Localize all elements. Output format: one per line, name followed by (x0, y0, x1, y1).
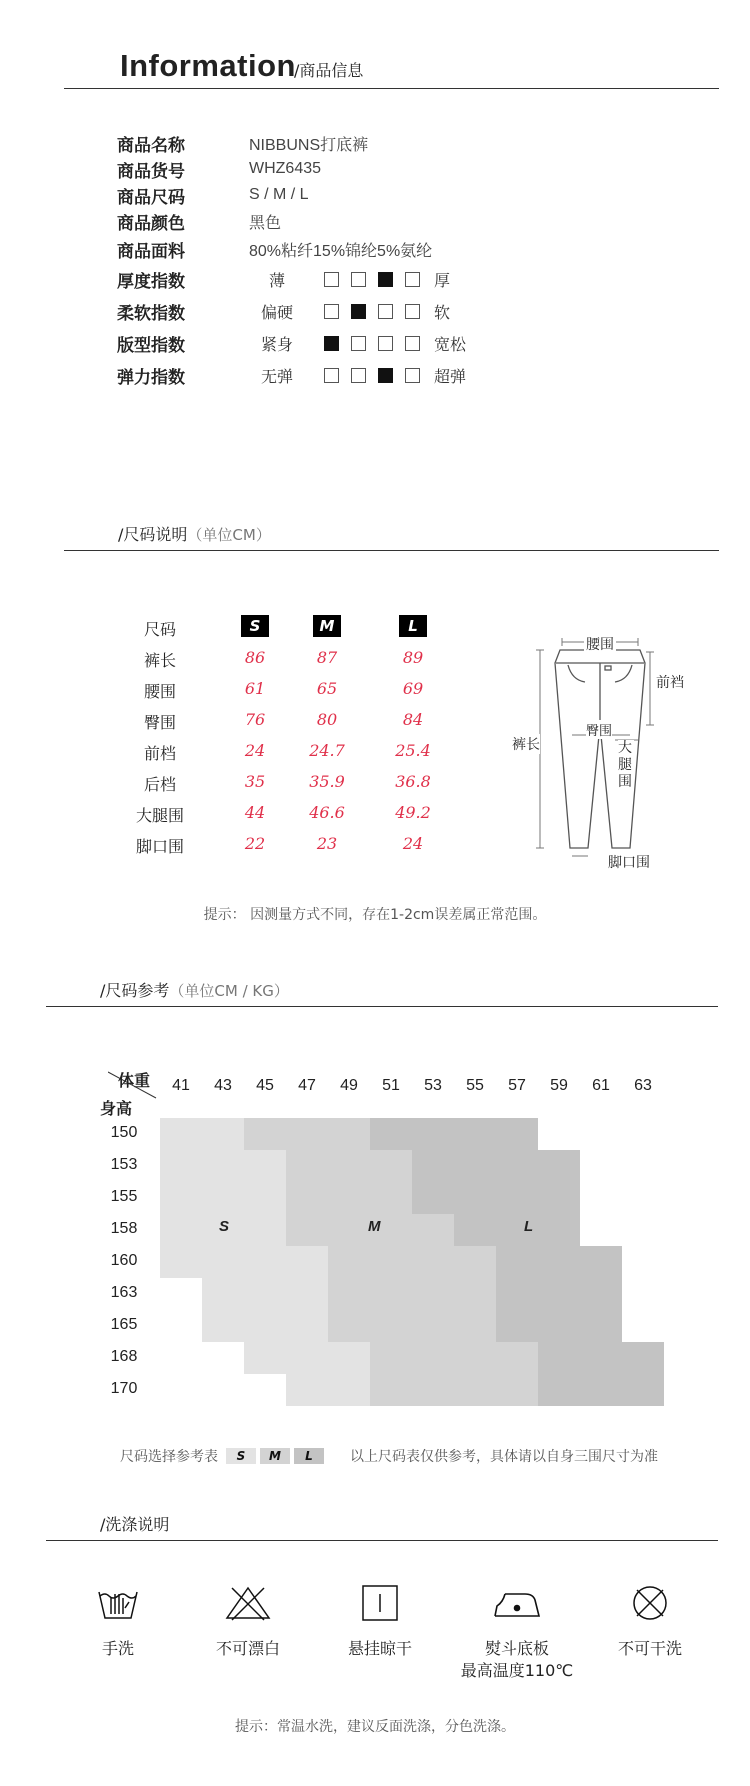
weight-tick: 63 (634, 1077, 652, 1094)
index-low-label: 薄 (268, 270, 285, 290)
index-box (405, 272, 420, 287)
index-high-label: 软 (434, 302, 451, 322)
info-row (117, 130, 368, 156)
info-value: WHZ6435 (249, 160, 322, 177)
size-row-label: 裤长 (143, 651, 176, 670)
legend-size-m: M (260, 1448, 290, 1464)
size-zone-s (244, 1342, 370, 1374)
weight-tick: 49 (340, 1077, 358, 1094)
index-high-label: 超弹 (434, 366, 467, 386)
index-row (117, 330, 466, 356)
index-row (117, 362, 466, 388)
size-value: 69 (402, 679, 424, 698)
index-box-selected (324, 336, 339, 351)
size-zone-m (370, 1374, 538, 1406)
size-zone-s (202, 1278, 328, 1310)
pants-diagram (510, 630, 690, 870)
size-badge-label: M (313, 615, 341, 637)
info-label: 商品尺码 (117, 187, 185, 208)
iron-icon (491, 1584, 543, 1622)
weight-tick: 43 (214, 1077, 232, 1094)
weight-tick: 57 (508, 1077, 526, 1094)
size-zone-label: M (368, 1218, 381, 1235)
height-tick: 158 (110, 1220, 138, 1237)
size-zone-l (412, 1182, 580, 1214)
index-label: 弹力指数 (117, 367, 185, 388)
size-value: 86 (244, 648, 266, 667)
size-zone-l (538, 1342, 664, 1374)
size-section-title: /尺码说明 (118, 525, 188, 544)
size-row-label: 大腿围 (135, 806, 184, 825)
weight-tick: 51 (382, 1077, 400, 1094)
size-zone-l (496, 1278, 622, 1310)
size-zone-s (202, 1310, 328, 1342)
size-value: 24 (244, 741, 266, 760)
legend-size-s: S (226, 1448, 256, 1464)
hand-wash-icon (96, 1584, 140, 1622)
size-badge-label: S (241, 615, 269, 637)
size-zone-s (160, 1150, 286, 1182)
info-value: 黑色 (249, 214, 282, 232)
size-value: 84 (402, 710, 424, 729)
height-tick: 150 (110, 1124, 138, 1141)
diagram-waist-label: 腰围 (584, 634, 616, 654)
ref-legend (120, 1446, 658, 1466)
index-high-label: 厚 (434, 270, 451, 290)
weight-tick: 47 (298, 1077, 316, 1094)
height-tick: 155 (110, 1188, 138, 1205)
size-zone-m (286, 1182, 412, 1214)
size-value: 35 (244, 772, 266, 791)
size-zone-m (328, 1278, 496, 1310)
size-value: 65 (316, 679, 338, 698)
size-value: 89 (402, 648, 424, 667)
weight-tick: 45 (256, 1077, 274, 1094)
wash-item (58, 1584, 178, 1660)
wash-item (457, 1584, 577, 1682)
diagram-hip-label: 臀围 (586, 720, 612, 739)
size-value: 24.7 (309, 741, 345, 760)
index-box (351, 336, 366, 351)
info-value: S / M / L (249, 186, 309, 203)
index-box (351, 368, 366, 383)
index-box (378, 336, 393, 351)
size-value: 22 (244, 834, 266, 853)
size-zone-m (328, 1246, 496, 1278)
info-label: 商品货号 (117, 161, 185, 182)
index-boxes (324, 368, 420, 383)
size-value: 80 (316, 710, 338, 729)
wash-section-title: /洗涤说明 (100, 1515, 170, 1534)
info-row (117, 236, 432, 262)
size-value: 36.8 (395, 772, 431, 791)
index-low-label: 无弹 (260, 366, 293, 386)
index-box (324, 272, 339, 287)
size-tip: 提示： 因测量方式不同，存在1-2cm误差属正常范围。 (203, 907, 547, 923)
size-row-label: 后档 (143, 775, 176, 794)
size-zone-l (454, 1214, 580, 1246)
size-zone-m (328, 1310, 496, 1342)
size-row-label: 前档 (143, 744, 176, 763)
diagram-thigh-label: 大腿围 (618, 740, 632, 790)
size-value: 61 (244, 679, 266, 698)
index-box (378, 304, 393, 319)
wash-label: 手洗 (101, 1639, 134, 1658)
index-boxes (324, 304, 420, 319)
weight-tick: 55 (466, 1077, 484, 1094)
weight-tick: 41 (172, 1077, 190, 1094)
info-row (117, 182, 309, 208)
size-divider (64, 550, 719, 551)
size-badge-l (378, 615, 448, 637)
weight-tick: 53 (424, 1077, 442, 1094)
size-zone-l (538, 1374, 664, 1406)
index-box (351, 272, 366, 287)
index-low-label: 偏硬 (260, 302, 293, 322)
section-title (100, 978, 289, 1001)
ref-section-title: /尺码参考 (100, 981, 170, 1000)
weight-axis-label: 体重 (118, 1071, 151, 1090)
height-tick: 160 (110, 1252, 138, 1269)
index-high-label: 宽松 (434, 334, 467, 354)
height-tick: 165 (110, 1316, 138, 1333)
size-zone-l (370, 1118, 538, 1150)
size-row-label: 臀围 (143, 713, 176, 732)
no-dry-clean-icon (630, 1584, 670, 1622)
index-row (117, 298, 450, 324)
size-zone-s (160, 1182, 286, 1214)
size-zone-m (286, 1150, 412, 1182)
size-zone-m (370, 1342, 538, 1374)
index-label: 版型指数 (117, 335, 185, 356)
wash-item (188, 1584, 308, 1660)
info-value: NIBBUNS打底裤 (249, 136, 369, 154)
index-boxes (324, 272, 420, 287)
diagram-hem-label: 脚口围 (608, 852, 650, 872)
size-badge-m (292, 615, 362, 637)
info-value: 80%粘纤15%锦纶5%氨纶 (249, 242, 433, 260)
legend-note: 以上尺码表仅供参考，具体请以自身三围尺寸为准 (350, 1449, 658, 1465)
info-row (117, 208, 281, 234)
index-box-selected (351, 304, 366, 319)
info-label: 商品颜色 (117, 213, 185, 234)
size-header-label: 尺码 (143, 620, 176, 639)
info-label: 商品面料 (117, 241, 185, 262)
index-box (405, 336, 420, 351)
header-divider (64, 88, 719, 89)
info-label: 商品名称 (117, 135, 185, 156)
size-zone-s (160, 1118, 244, 1150)
index-row (117, 266, 450, 292)
section-title (118, 522, 271, 545)
index-boxes (324, 336, 420, 351)
wash-tip: 提示：常温水洗，建议反面洗涤，分色洗涤。 (235, 1719, 515, 1735)
size-value: 25.4 (395, 741, 431, 760)
wash-divider (46, 1540, 718, 1541)
index-box-selected (378, 272, 393, 287)
size-badge-s (220, 615, 290, 637)
index-label: 柔软指数 (117, 303, 185, 324)
size-zone-l (496, 1310, 622, 1342)
size-value: 76 (244, 710, 266, 729)
wash-item (320, 1584, 440, 1660)
size-zone-label: L (524, 1218, 534, 1235)
weight-tick: 59 (550, 1077, 568, 1094)
wash-label (457, 1638, 577, 1682)
size-zone-m (244, 1118, 370, 1150)
ref-divider (46, 1006, 718, 1007)
size-zone-l (496, 1246, 622, 1278)
size-zone-l (412, 1150, 580, 1182)
weight-tick: 61 (592, 1077, 610, 1094)
index-label: 厚度指数 (117, 271, 185, 292)
size-row-label: 脚口围 (135, 837, 184, 856)
wash-label-line1: 熨斗底板 (484, 1639, 549, 1658)
legend-size-l: L (294, 1448, 324, 1464)
size-section-unit: （单位CM） (187, 526, 271, 544)
size-zone-label: S (219, 1218, 230, 1235)
size-value: 23 (316, 834, 338, 853)
size-zone-s (286, 1374, 370, 1406)
height-tick: 170 (110, 1380, 138, 1397)
ref-section-unit: （单位CM / KG） (169, 982, 289, 1000)
diagram-front-rise-label: 前裆 (656, 675, 684, 691)
height-tick: 163 (110, 1284, 138, 1301)
wash-item (590, 1584, 710, 1660)
size-row-label: 腰围 (143, 682, 176, 701)
size-zone-s (160, 1246, 328, 1278)
size-value: 24 (402, 834, 424, 853)
diagram-length-label: 裤长 (512, 734, 540, 754)
index-box (405, 368, 420, 383)
info-row (117, 156, 321, 182)
no-bleach-icon (224, 1584, 272, 1622)
wash-label: 不可漂白 (215, 1639, 280, 1658)
size-badge-label: L (399, 615, 427, 637)
index-box-selected (378, 368, 393, 383)
legend-prefix: 尺码选择参考表 (120, 1449, 218, 1465)
size-value: 44 (244, 803, 266, 822)
size-value: 46.6 (309, 803, 345, 822)
size-value: 87 (316, 648, 338, 667)
index-box (324, 304, 339, 319)
wash-label: 悬挂晾干 (347, 1639, 412, 1658)
size-value: 35.9 (309, 772, 345, 791)
size-value: 49.2 (395, 803, 431, 822)
height-tick: 153 (110, 1156, 138, 1173)
page-title: Information (120, 48, 296, 83)
index-box (405, 304, 420, 319)
hang-dry-icon (360, 1584, 400, 1622)
page-subtitle: /商品信息 (294, 61, 364, 80)
height-tick: 168 (110, 1348, 138, 1365)
wash-label-line2: 最高温度110℃ (460, 1661, 574, 1680)
index-low-label: 紧身 (260, 334, 293, 354)
index-box (324, 368, 339, 383)
height-axis-label: 身高 (100, 1099, 133, 1118)
wash-label: 不可干洗 (617, 1639, 682, 1658)
